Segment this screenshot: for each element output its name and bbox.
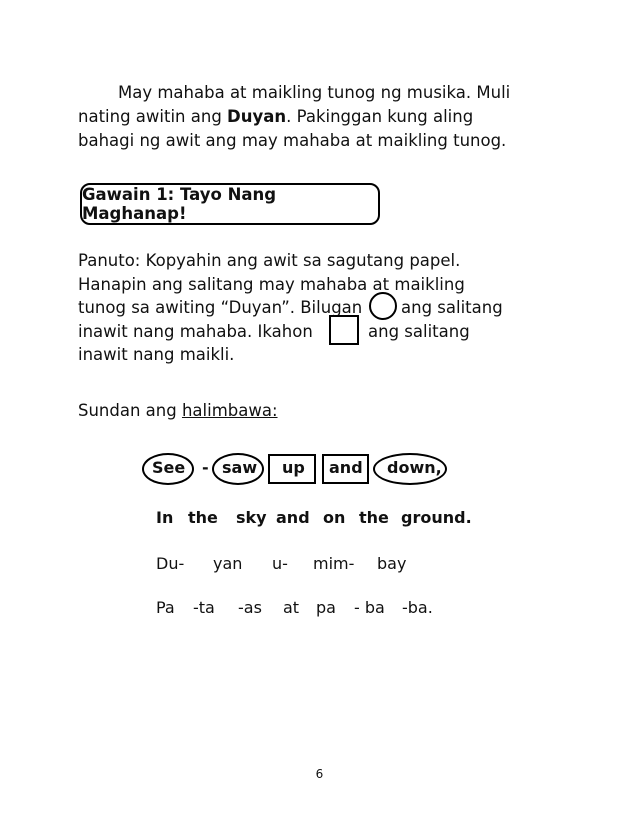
circle-symbol-icon <box>369 292 397 320</box>
example-row2-word: In <box>156 508 174 527</box>
example-row2-word: the <box>359 508 389 527</box>
example-row4-syllable: at <box>283 598 300 617</box>
example-word-up: up <box>282 458 305 477</box>
example-row3-syllable: Du- <box>156 554 185 573</box>
example-row4-syllable: -ta <box>193 598 215 617</box>
example-heading <box>78 401 278 421</box>
box-symbol-icon <box>329 315 359 345</box>
instructions-line-4-post: ang salitang <box>368 322 470 341</box>
instructions-line-3-pre: tunog sa awiting “Duyan”. Bilugan <box>78 298 363 317</box>
example-row2-word: sky <box>236 508 267 527</box>
activity-title: Gawain 1: Tayo Nang Maghanap! <box>82 185 277 223</box>
example-row2-word: ground. <box>401 508 472 527</box>
example-row4-syllable: -ba. <box>402 598 433 617</box>
page-number: 6 <box>315 767 324 781</box>
song-title-duyan: Duyan <box>227 107 287 126</box>
intro-line-2-post: . Pakinggan kung aling <box>286 107 474 126</box>
instructions-line-3-post: ang salitang <box>401 298 503 317</box>
instructions-line-4-pre: inawit nang mahaba. Ikahon <box>78 322 313 341</box>
example-row4-syllable: pa <box>316 598 336 617</box>
example-row2-word: the <box>188 508 218 527</box>
intro-line-1: May mahaba at maikling tunog ng musika. Muli <box>118 83 511 102</box>
intro-line-2-pre: nating awitin ang <box>78 107 228 126</box>
intro-line-3: bahagi ng awit ang may mahaba at maikling tunog. <box>78 131 507 150</box>
instructions-line-5: inawit nang maikli. <box>78 345 235 364</box>
example-row4-syllable: -as <box>238 598 262 617</box>
example-row3-syllable: u- <box>272 554 288 573</box>
example-row3-syllable: mim- <box>313 554 355 573</box>
example-word-down: down, <box>387 458 442 477</box>
example-row4-syllable: Pa <box>156 598 175 617</box>
example-row3-syllable: yan <box>213 554 243 573</box>
activity-title-box <box>80 183 380 225</box>
instructions-line-1: Panuto: Kopyahin ang awit sa sagutang papel. <box>78 251 461 270</box>
example-word-and: and <box>329 458 363 477</box>
example-prefix: Sundan ang <box>78 401 182 420</box>
example-link: halimbawa: <box>181 401 278 420</box>
example-row2-word: and <box>276 508 310 527</box>
example-row2-word: on <box>323 508 346 527</box>
example-row4-syllable: - ba <box>354 598 385 617</box>
example-word-see: See <box>152 458 186 477</box>
intro-line-2 <box>78 107 473 127</box>
instructions-line-2: Hanapin ang salitang may mahaba at maikling <box>78 275 465 294</box>
example-word-saw: saw <box>222 458 258 477</box>
example-row3-syllable: bay <box>377 554 407 573</box>
example-dash: - <box>202 458 209 477</box>
